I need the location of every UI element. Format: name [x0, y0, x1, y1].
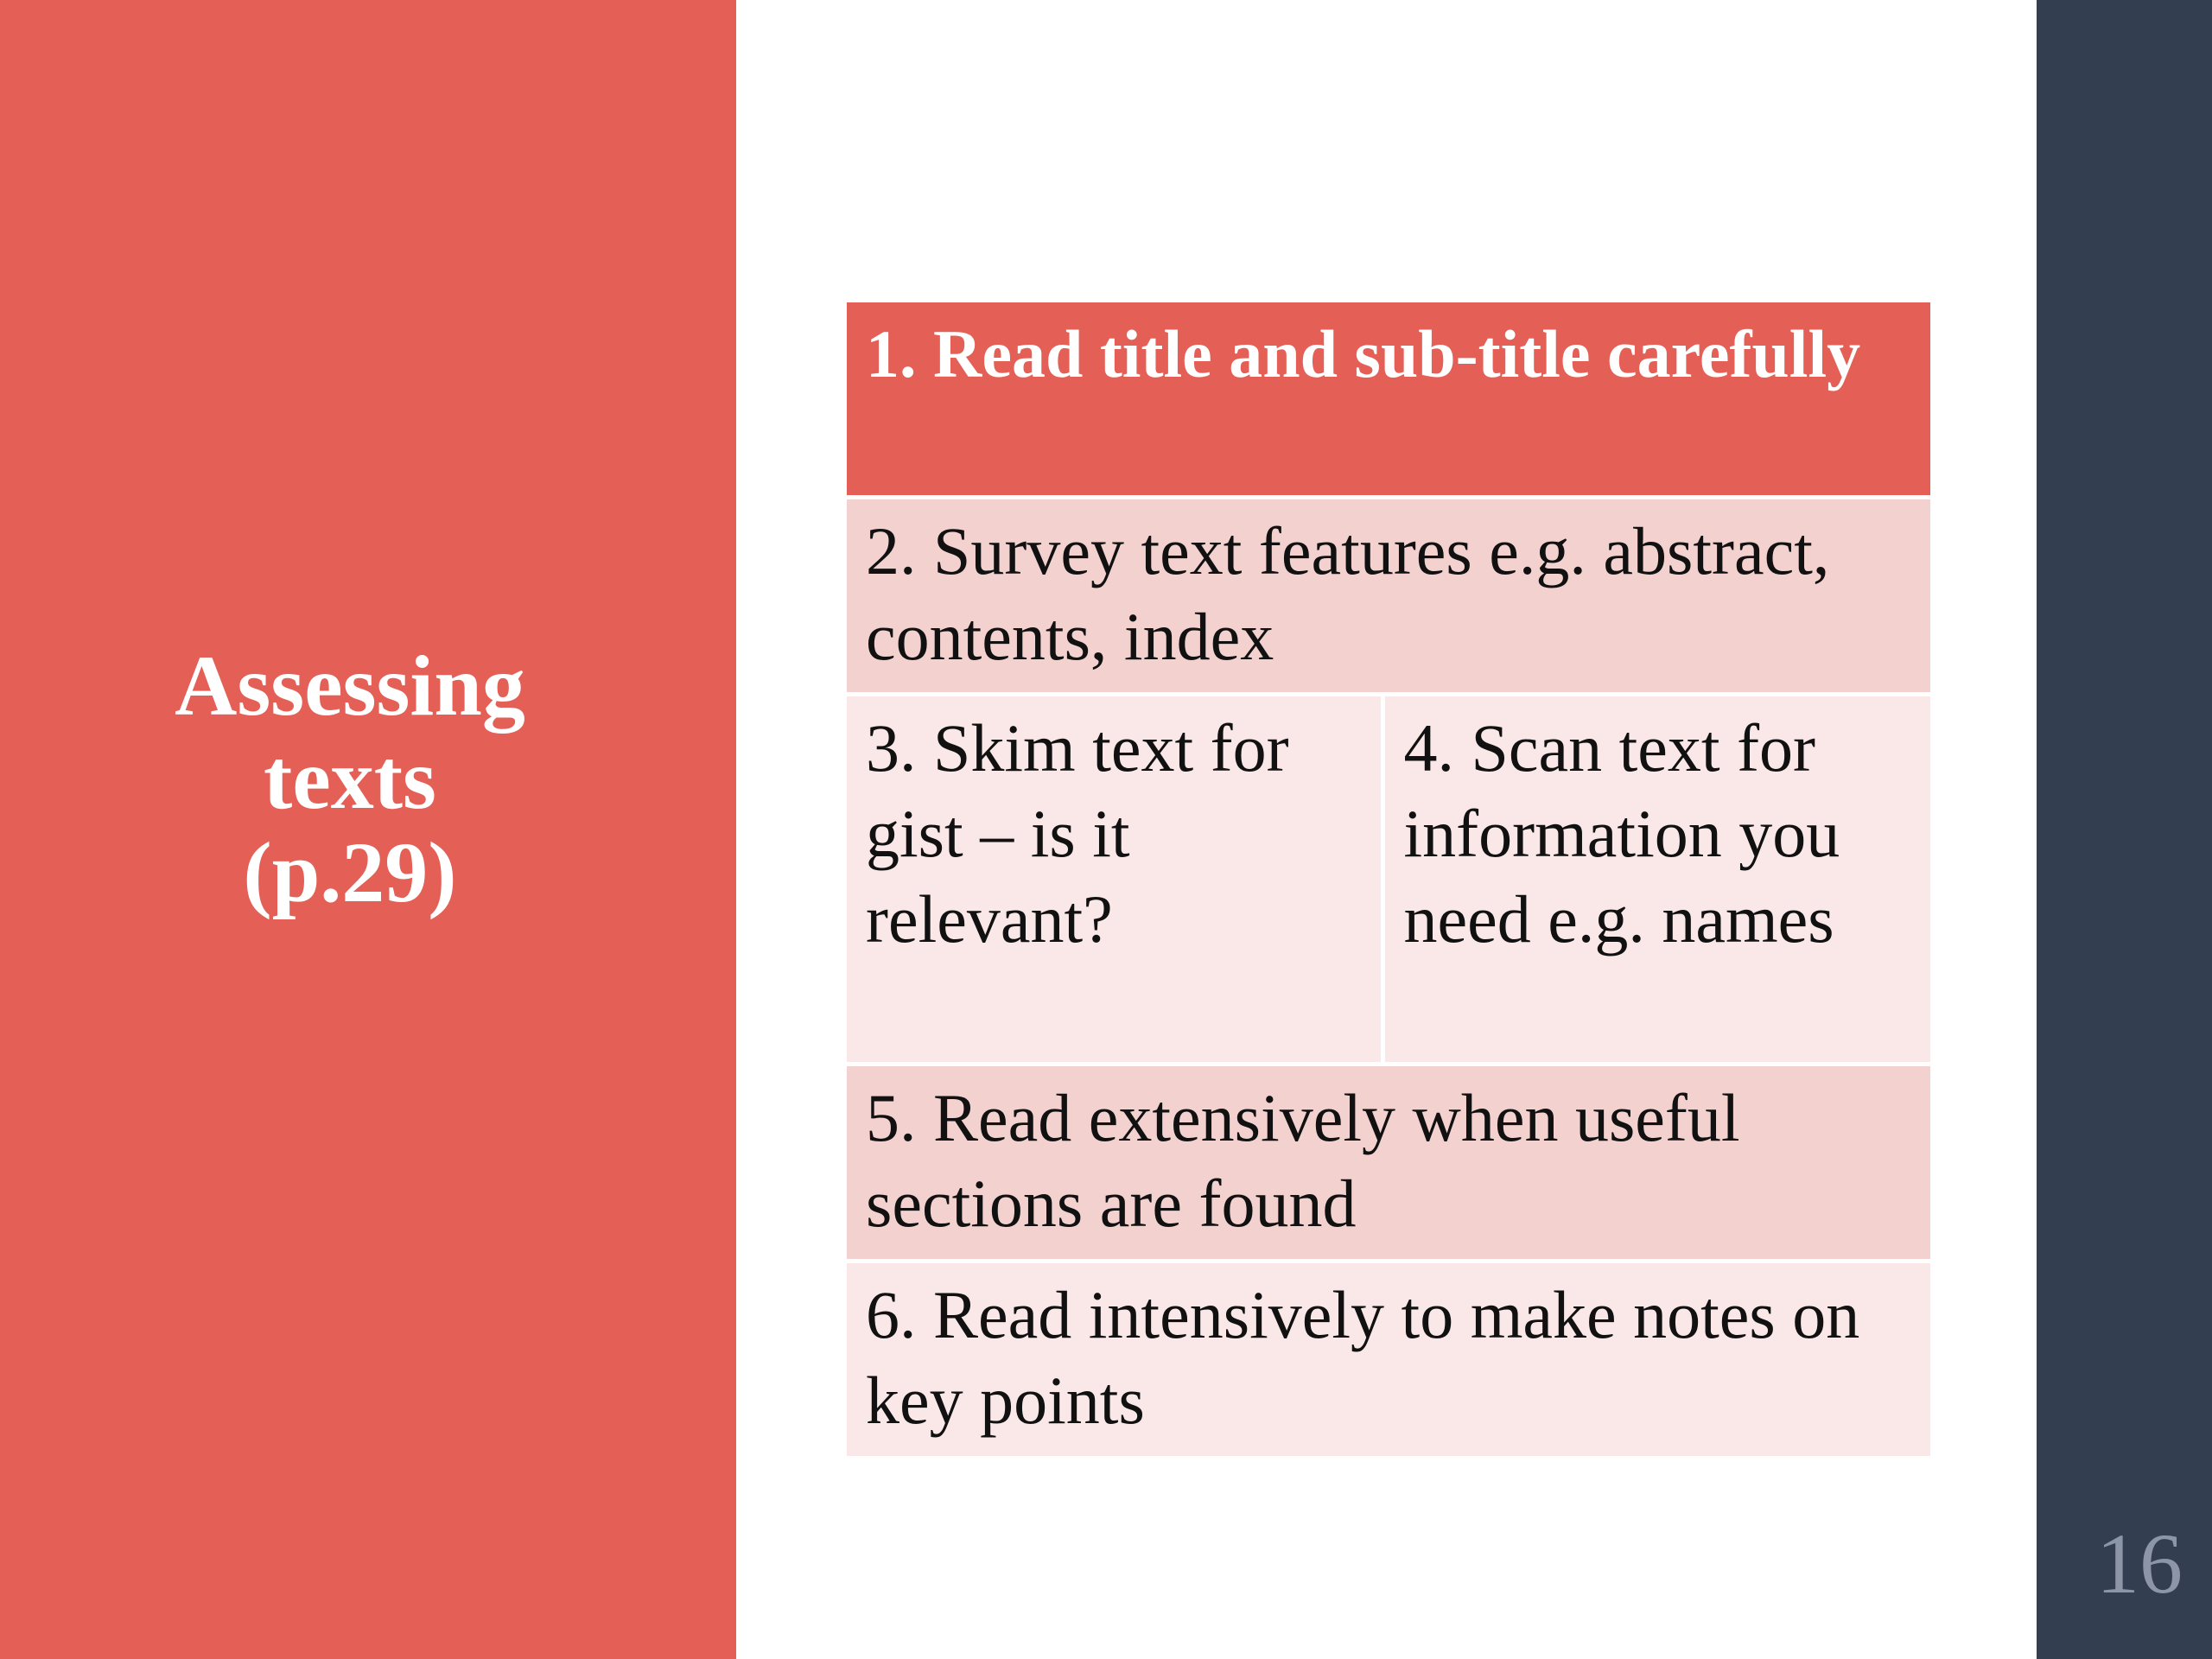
slide-title-line-1: Assessing	[175, 638, 525, 734]
step-2-cell: 2. Survey text features e.g. abstract, contents, index	[847, 498, 1930, 695]
slide-title	[0, 639, 700, 919]
table-row	[847, 1262, 1930, 1457]
reading-steps-table	[847, 302, 1930, 1456]
table-row	[847, 302, 1930, 498]
table-row	[847, 498, 1930, 695]
step-1-cell: 1. Read title and sub-title carefully	[847, 302, 1930, 498]
step-5-cell: 5. Read extensively when useful sections are found	[847, 1065, 1930, 1262]
table-row	[847, 695, 1930, 1065]
right-dark-panel	[2037, 0, 2212, 1659]
slide-title-line-2: texts	[264, 731, 436, 827]
slide-title-line-3: (p.29)	[243, 824, 457, 920]
left-accent-panel	[0, 0, 736, 1659]
step-3-cell: 3. Skim text for gist – is it relevant?	[847, 695, 1382, 1065]
slide-number: 16	[2096, 1516, 2183, 1611]
step-4-cell: 4. Scan text for information you need e.g. names	[1382, 695, 1930, 1065]
step-6-cell: 6. Read intensively to make notes on key points	[847, 1262, 1930, 1457]
table-row	[847, 1065, 1930, 1262]
